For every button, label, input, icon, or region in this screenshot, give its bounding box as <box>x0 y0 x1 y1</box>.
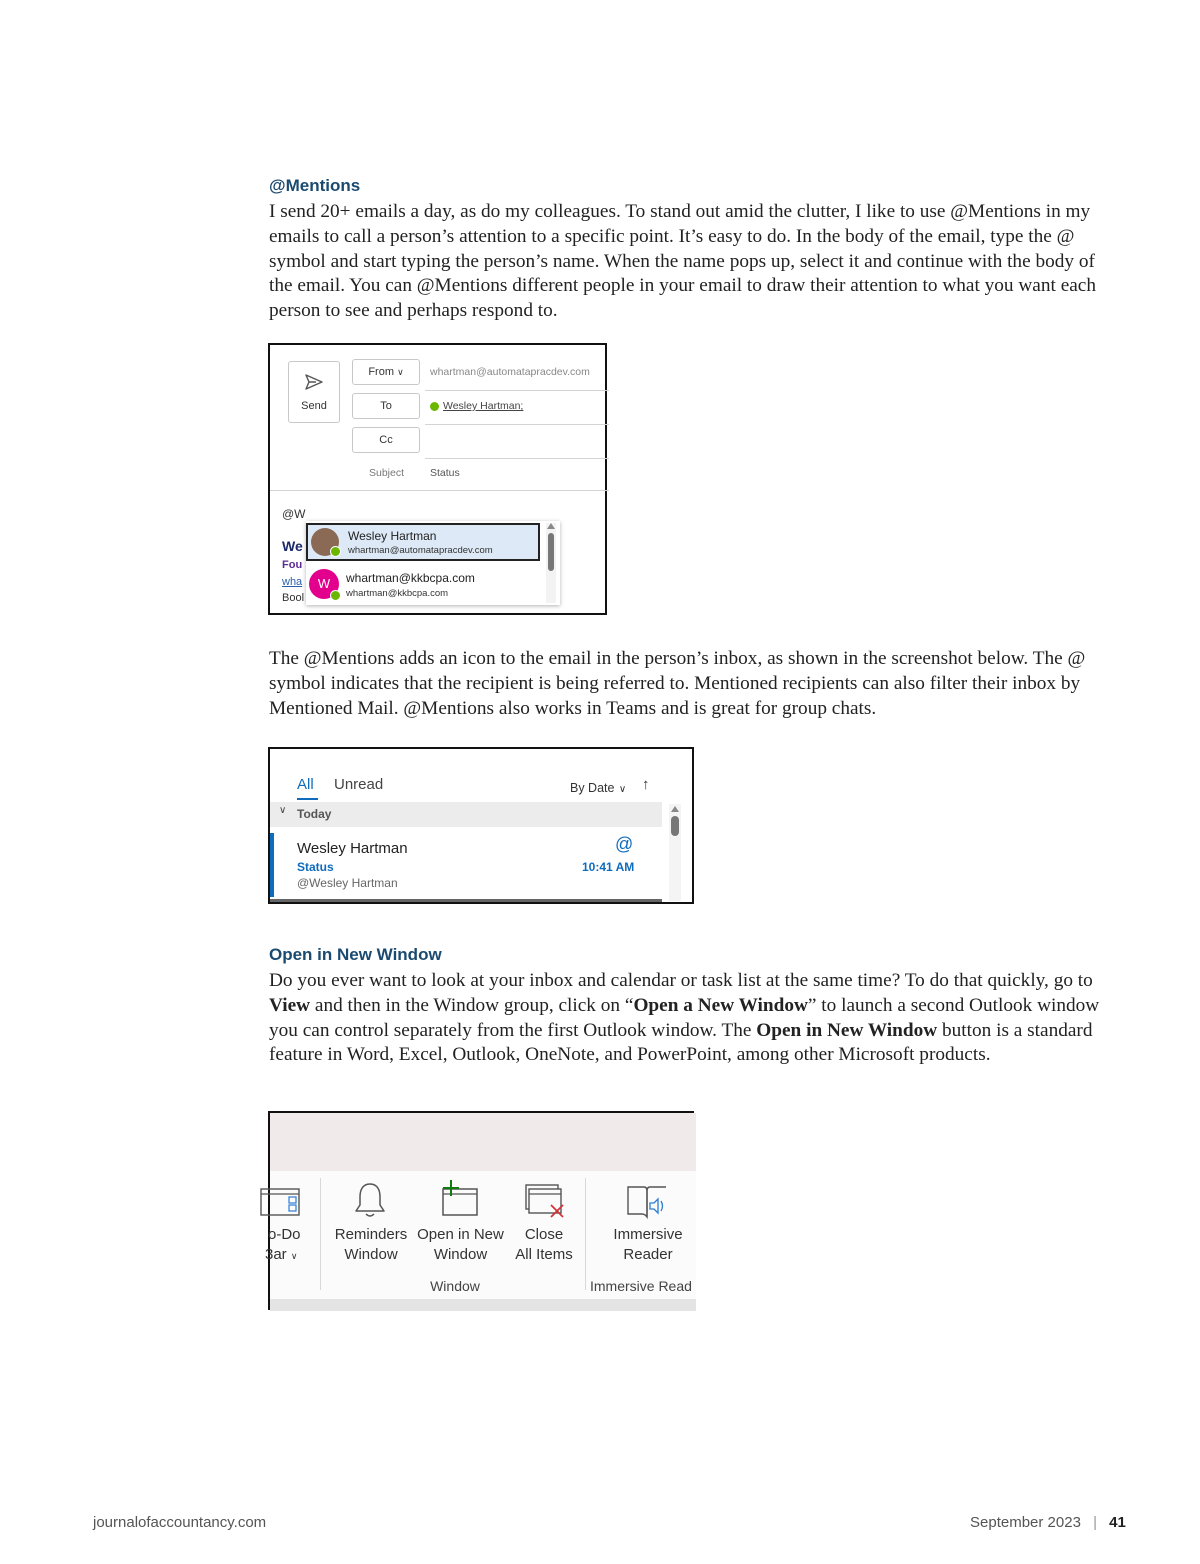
body-fragment-3: wha <box>282 576 303 588</box>
reminders-label-1: Reminders <box>334 1226 408 1243</box>
suggestion-name: Wesley Hartman <box>348 529 437 543</box>
sort-by-date-button[interactable] <box>570 779 626 797</box>
to-recipient[interactable]: Wesley Hartman; <box>443 400 524 412</box>
close-all-label-2: All Items <box>515 1246 573 1263</box>
body-fragment-4: Bool <box>282 592 305 604</box>
page-number: 41 <box>1109 1514 1126 1531</box>
to-button[interactable] <box>352 393 420 419</box>
immersive-group-label: Immersive Read <box>590 1278 692 1294</box>
to-label: To <box>380 400 392 412</box>
immersive-label-1: Immersive <box>613 1226 683 1243</box>
send-button[interactable] <box>288 361 340 423</box>
message-row[interactable] <box>270 829 662 901</box>
cc-button[interactable] <box>352 427 420 453</box>
scroll-thumb[interactable] <box>671 816 679 836</box>
tab-all-underline <box>297 798 318 800</box>
open-in-new-window-button[interactable] <box>413 1181 508 1267</box>
cc-label: Cc <box>379 434 393 446</box>
presence-available-icon <box>330 590 341 601</box>
subject-field[interactable]: Status <box>430 467 460 479</box>
tab-all[interactable]: All <box>297 776 314 793</box>
body-fragment-1: We <box>282 538 303 554</box>
open-window-paragraph: Do you ever want to look at your inbox and calendar or task list at the same time? To do that quickly, go to View and then in the Window group, click on “Open a New Window” to launch a second Outlook window you can control separately from the first Outlook window. The Open in New Window button is a standard feature in Word, Excel, Outlook, OneNote, and PowerPoint, among other Microsoft products. <box>269 970 1100 1066</box>
scroll-up-icon[interactable] <box>671 806 679 812</box>
ribbon-header <box>270 1113 696 1171</box>
section-title-open-new-window: Open in New Window <box>269 945 442 964</box>
send-label: Send <box>301 400 327 412</box>
message-subject: Status <box>297 860 334 874</box>
presence-available-icon <box>430 402 439 411</box>
message-sender: Wesley Hartman <box>297 840 408 857</box>
inbox-scrollbar[interactable] <box>669 804 681 901</box>
compose-screenshot <box>268 343 607 615</box>
open-window-label-1: Open in New <box>417 1226 504 1243</box>
suggestion-scrollbar[interactable] <box>546 523 556 603</box>
tab-unread[interactable]: Unread <box>334 776 384 793</box>
immersive-reader-button[interactable] <box>600 1181 690 1267</box>
open-window-label-2: Window <box>433 1246 488 1263</box>
mentions-paragraph-2: The @Mentions adds an icon to the email in the person’s inbox, as shown in the screenshot below. The @ symbol indicates that the recipient is being referred to. Mentioned recipients can also filter their inbox by Mentioned Mail. @Mentions also works in Teams and is great for group chats. <box>269 648 1086 719</box>
todo-label-2: 3ar ∨ <box>265 1246 298 1263</box>
from-value: whartman@automatapracdev.com <box>430 366 590 378</box>
message-time: 10:41 AM <box>582 860 635 874</box>
footer-date-page <box>970 1514 1126 1531</box>
presence-available-icon <box>330 546 341 557</box>
from-button[interactable] <box>352 359 420 385</box>
avatar: W <box>309 569 339 599</box>
suggestion-name: whartman@kkbcpa.com <box>346 571 475 585</box>
suggestion-email: whartman@kkbcpa.com <box>346 588 449 599</box>
reminders-label-2: Window <box>344 1246 398 1263</box>
chevron-down-icon: ∨ <box>618 784 627 795</box>
immersive-reader-icon <box>625 1183 669 1221</box>
close-all-items-button[interactable] <box>508 1181 580 1267</box>
sort-label: By Date <box>570 781 615 795</box>
group-separator <box>585 1178 586 1290</box>
mentions-paragraph-1: I send 20+ emails a day, as do my colleagues. To stand out amid the clutter, I like to use @Mentions in my emails to call a person’s attention to a specific point. It’s easy to do. In the body of the email, type the @ symbol and start typing the person’s name. When the name pops up, select it and continue with the body of the email. You can @Mentions different people in your email to draw their attention to what you want each person to see and perhaps respond to. <box>269 201 1097 322</box>
group-label: Today <box>297 807 332 821</box>
new-window-icon <box>439 1179 481 1219</box>
bell-icon <box>353 1181 387 1219</box>
chevron-down-icon: ∨ <box>290 1251 298 1261</box>
mention-icon: @ <box>615 834 634 854</box>
body-typed-text: @W <box>282 507 306 521</box>
mention-suggestion-list <box>306 521 560 605</box>
section-title-mentions: @Mentions <box>269 176 361 195</box>
footer-site: journalofaccountancy.com <box>93 1514 267 1531</box>
footer-separator: | <box>1093 1514 1097 1531</box>
close-all-icon <box>524 1183 566 1221</box>
chevron-down-icon: ∨ <box>279 805 287 816</box>
scroll-up-icon[interactable] <box>547 523 555 529</box>
inbox-screenshot <box>268 747 694 904</box>
todo-label-1: o-Do <box>268 1226 301 1243</box>
todo-bar-button[interactable] <box>260 1183 310 1263</box>
suggestion-email: whartman@automatapracdev.com <box>348 545 493 556</box>
window-group-label: Window <box>430 1278 480 1294</box>
ribbon-bottom <box>270 1299 696 1311</box>
sort-direction-arrow-icon[interactable]: ↑ <box>642 776 650 793</box>
close-all-label-1: Close <box>524 1226 564 1243</box>
chevron-down-icon: ∨ <box>397 367 404 377</box>
from-label: From <box>368 366 394 378</box>
immersive-label-2: Reader <box>623 1246 673 1263</box>
reminders-window-button[interactable] <box>330 1181 410 1267</box>
todo-bar-icon <box>260 1185 302 1217</box>
suggestion-item[interactable] <box>306 563 540 603</box>
subject-label: Subject <box>369 467 405 479</box>
footer-date: September 2023 <box>970 1514 1081 1531</box>
body-fragment-2: Fou <box>282 559 303 571</box>
send-icon <box>304 372 324 392</box>
ribbon-screenshot <box>265 1111 694 1310</box>
selected-indicator <box>270 833 274 897</box>
scroll-thumb[interactable] <box>548 533 554 571</box>
suggestion-item-selected[interactable] <box>306 523 540 561</box>
message-preview: @Wesley Hartman <box>297 876 398 890</box>
group-header-today[interactable] <box>270 802 662 827</box>
list-bottom-border <box>270 899 662 902</box>
group-separator <box>320 1178 321 1290</box>
